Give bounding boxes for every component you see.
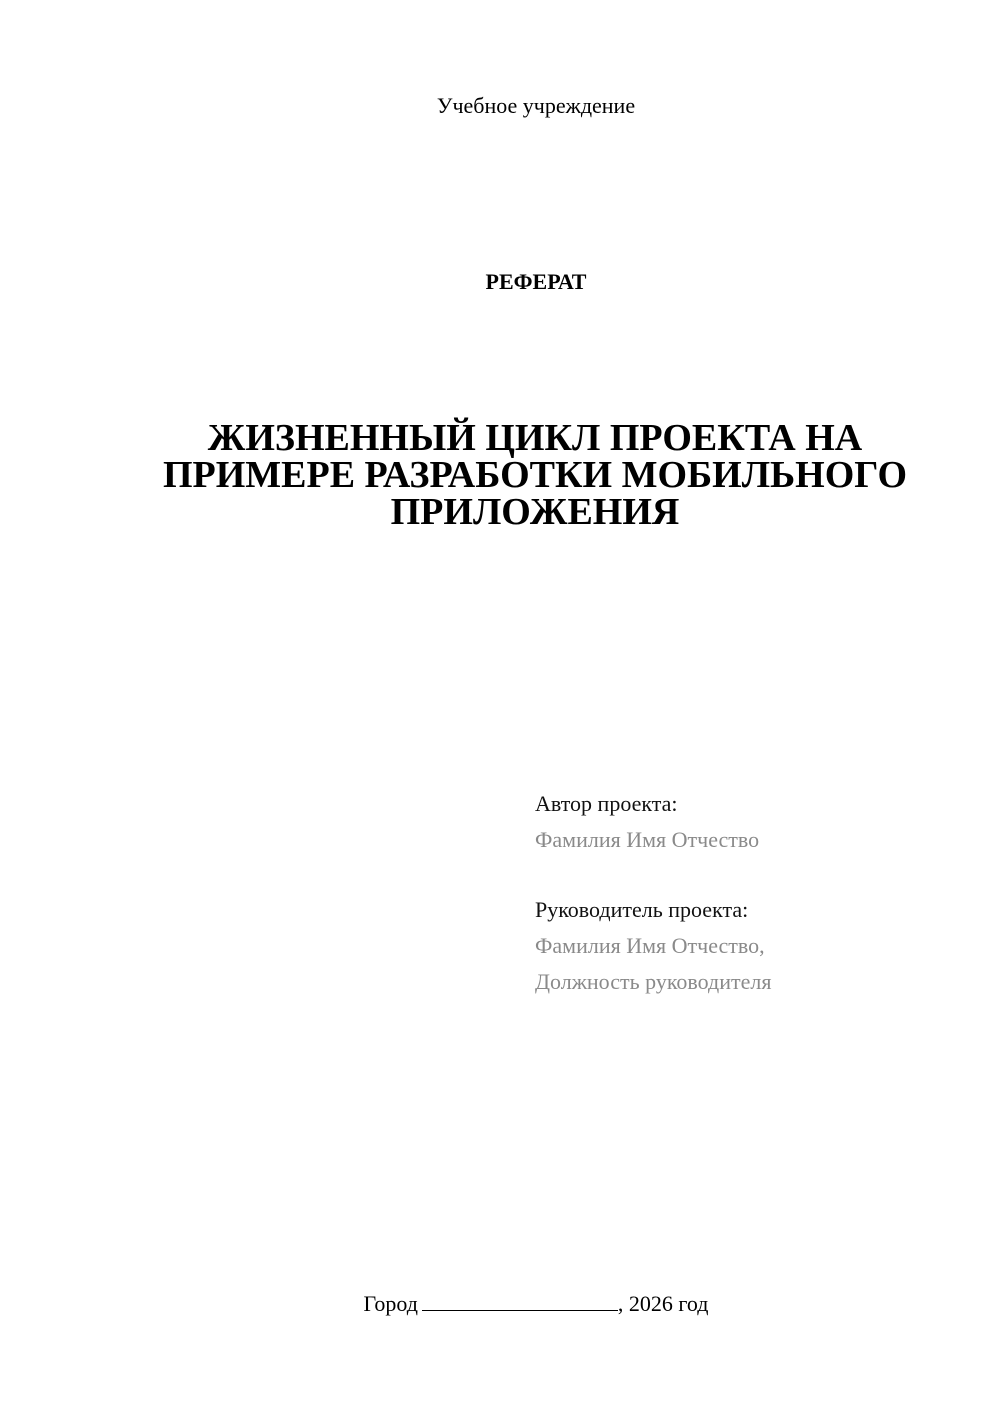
author-block [535, 786, 975, 858]
year-text: , 2026 год [617, 1291, 709, 1316]
supervisor-label: Руководитель проекта: [535, 897, 749, 922]
title-line: ЖИЗНЕННЫЙ ЦИКЛ ПРОЕКТА НА [207, 417, 863, 459]
city-blank-line [422, 1290, 618, 1311]
city-label: Город [363, 1291, 418, 1316]
title-line: ПРИЛОЖЕНИЯ [390, 491, 680, 533]
supervisor-position: Должность руководителя [535, 969, 772, 994]
author-name: Фамилия Имя Отчество [535, 827, 760, 852]
supervisor-name: Фамилия Имя Отчество, [535, 933, 765, 958]
footer-city-year [0, 1290, 1000, 1318]
author-label: Автор проекта: [535, 791, 678, 816]
supervisor-block [535, 892, 975, 1000]
document-type: РЕФЕРАТ [485, 269, 587, 294]
institution-name: Учебное учреждение [436, 93, 636, 118]
document-title [135, 417, 935, 533]
title-line: ПРИМЕРЕ РАЗРАБОТКИ МОБИЛЬНОГО [162, 454, 908, 496]
